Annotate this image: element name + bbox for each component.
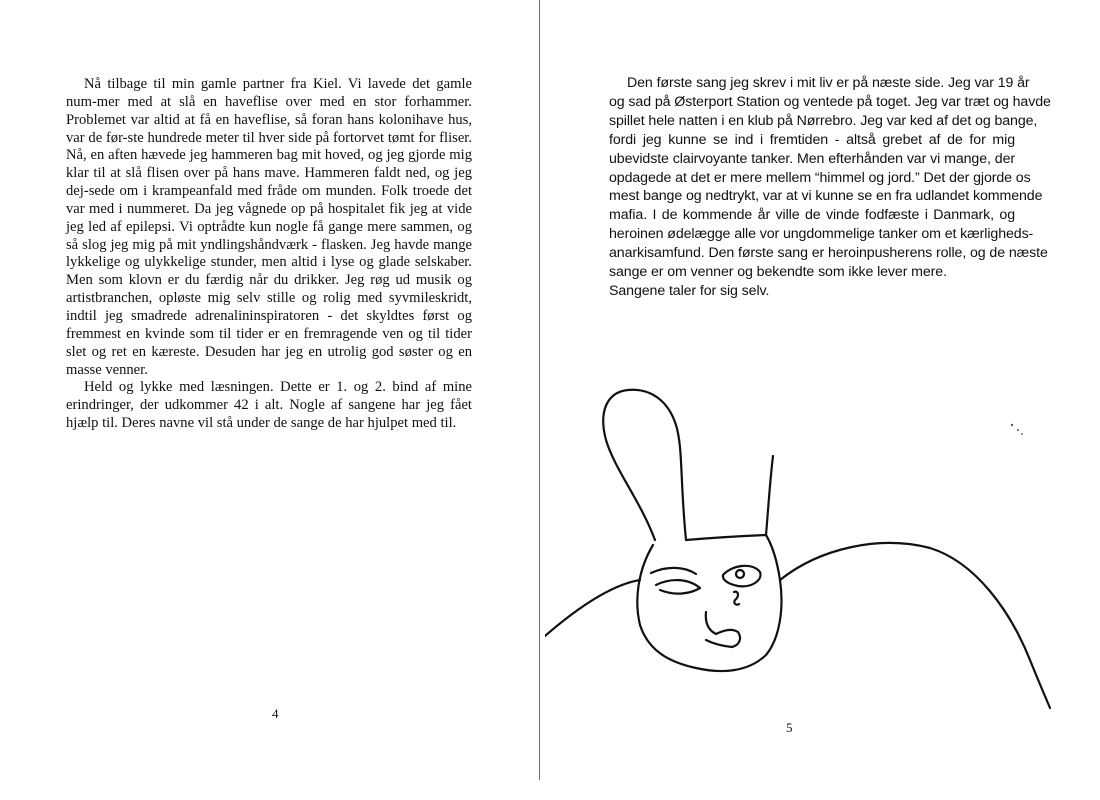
text-line: spillet hele natten i en klub på Nørrebro. Jeg var ked af det og bange,: [609, 112, 1038, 129]
text-line: heroinen ødelægge alle vor ungdommelige tanker om et kærligheds-: [609, 226, 1034, 243]
drawing-mouth: [706, 612, 740, 647]
text-line: så slog jeg mig på mit yndlingshåndværk - flasken. Jeg havde mange: [66, 236, 472, 253]
drawing-right-ear: [766, 456, 773, 535]
text-line: lykkelige og ulykkelige stunder, men altid i lyse og glade selskaber.: [66, 254, 472, 271]
text-line: num-mer med at slå en haveflise over med en stor forhammer.: [66, 93, 472, 110]
drawing-specks: [1011, 424, 1023, 435]
text-line: Nå, en aften hævede jeg hammeren bag mit hoved, og jeg gjorde mig: [66, 147, 472, 164]
drawing-stroke: [1021, 433, 1023, 435]
text-line: Sangene taler for sig selv.: [609, 282, 770, 299]
text-line: mest bange og nedtrykt, var at vi kunne se en fra udlandet kommende: [609, 188, 1043, 205]
text-line: sange er om venner og bekendte som ikke lever mere.: [609, 264, 947, 281]
drawing-stroke: [1011, 424, 1013, 426]
text-line: mafia. I de kommende år ville de vinde fodfæste i Danmark, og: [609, 207, 1015, 224]
text-line: var de før-ste hundrede meter til hver side på fortorvet tømt for fliser.: [66, 129, 472, 146]
text-line: fremmest en kvinde som til tider er en fremragende ven og til tider: [66, 325, 472, 342]
drawing-shoulders: [545, 543, 1050, 708]
text-line: jeg led af epilepsi. Vi optrådte kun nogle få gange mere sammen, og: [66, 218, 472, 235]
text-line: Problemet var altid at få en haveflise, så foran hans kolonihave hus,: [66, 111, 472, 128]
drawing-left-ear: [603, 390, 686, 540]
text-line: dej-sede om i krampeanfald med fråde om munden. Folk troede det: [66, 183, 472, 200]
text-line: var med i nummeret. Da jeg vågnede op på hospitalet fik jeg at vide: [66, 200, 472, 217]
page-number-left: 4: [272, 706, 279, 721]
text-line: slet og ret en kæreste. Desuden har jeg en utrolig god søster og en: [66, 343, 472, 360]
page-gutter: [539, 0, 540, 780]
text-line: og sad på Østerport Station og ventede på toget. Jeg var træt og havde: [609, 93, 1051, 110]
text-line: anarkisamfund. Den første sang er heroinpusherens rolle, og de næste: [609, 245, 1048, 262]
drawing-stroke: [1017, 429, 1019, 431]
page-number-right: 5: [786, 720, 793, 735]
drawing-left-brow: [651, 568, 696, 574]
text-line: ubevidste clairvoyante tanker. Men efterhånden var vi mange, der: [609, 150, 1015, 167]
right-page-text: [609, 74, 1051, 301]
text-line: erindringer, der udkommer 42 i alt. Nogle af sangene har jeg fået: [66, 397, 472, 414]
drawing-forehead: [686, 535, 766, 540]
text-line: Den første sang jeg skrev i mit liv er på næste side. Jeg var 19 år: [627, 75, 1030, 91]
text-line: klar til at slå flisen over på hans mave. Hammeren faldt ned, og jeg: [66, 165, 472, 182]
text-line: Held og lykke med læsningen. Dette er 1. og 2. bind af mine: [84, 379, 472, 396]
left-page-text: [66, 76, 472, 433]
drawing-right-eye: [723, 566, 761, 586]
face-illustration: [545, 370, 1100, 730]
text-line: masse venner.: [66, 361, 148, 378]
text-line: indtil jeg smadrede adrenalininspiratoren - det skyldtes først og: [66, 307, 472, 324]
drawing-face-outline: [637, 535, 781, 671]
text-line: hjælp til. Deres navne vil stå under de sange de har hjulpet med til.: [66, 415, 457, 432]
drawing-nose: [734, 592, 739, 605]
text-line: artistbranchen, opløste mig selv stille og rolig med syvmileskridt,: [66, 290, 472, 307]
text-line: Nå tilbage til min gamle partner fra Kiel. Vi lavede det gamle: [84, 76, 472, 92]
text-line: opdagede at det er mere mellem “himmel og jord.” Det der gjorde os: [609, 169, 1031, 186]
text-line: Men som klovn er du færdig når du drikker. Jeg røg ud musik og: [66, 272, 472, 289]
text-line: fordi jeg kunne se ind i fremtiden - altså grebet af de for mig: [609, 131, 1015, 148]
drawing-left-eye: [656, 580, 700, 594]
drawing-right-pupil: [736, 570, 744, 578]
